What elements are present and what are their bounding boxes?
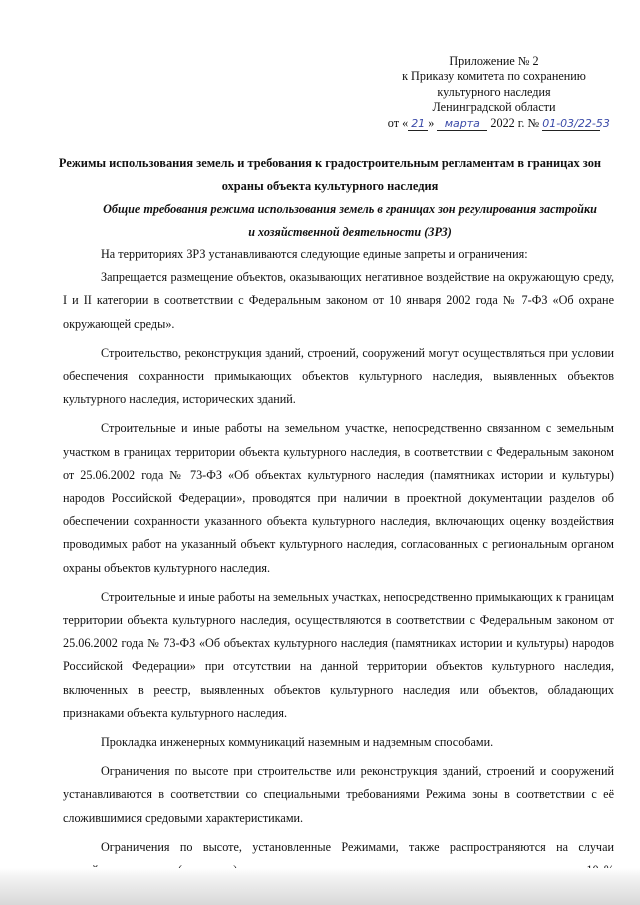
paragraph: Запрещается размещение объектов, оказывающих негативное воздействие на окружающую среду, I и II категории в соответствии с Федеральным законом от 10 января 2002 года № 7-ФЗ «Об охране окружающей среды». (63, 270, 614, 331)
appendix-number: Приложение № 2 (449, 54, 539, 68)
scan-bottom-edge (0, 868, 640, 905)
doc-number-handwritten: 01-03/22-53 (542, 116, 610, 130)
document-body (63, 243, 614, 905)
paragraph: Строительство, реконструкция зданий, строений, сооружений могут осуществляться при условии обеспечения сохранности примыкающих объектов культурного наследия, выявленных объектов культурного наследия, исторических зданий. (63, 345, 614, 407)
date-prefix: от « (387, 115, 409, 130)
paragraph: Строительные и иные работы на земельных участках, непосредственно примыкающих к границам территории объекта культурного наследия, осуществляются в соответствии с Федеральным законом от 25.06.2002 года № 73-ФЗ «Об объектах культурного наследия (памятниках истории и культуры) народов Российской Федерации» при отсутствии на данной территории объектов культурного наследия, включенных в реестр, выявленных объектов культурного наследия или объектов, обладающих признаками объекта культурного наследия. (63, 589, 614, 720)
document-title: Режимы использования земель и требования к градостроительным регламентам в границах зон охраны объекта культурного наследия (58, 156, 602, 193)
appendix-date-line (384, 115, 610, 131)
appendix-heritage: культурного наследия (437, 84, 551, 99)
paragraph: Строительные и иные работы на земельном участке, непосредственно связанном с земельным участком в границах территории объекта культурного наследия, в соответствии с Федеральным законом от 25.06.2002 года № 73-ФЗ «Об объектах культурного наследия (памятниках истории и культуры) народов Российской Федерации», проводятся при наличии в проектной документации разделов об обеспечении сохранности указанного объекта культурного наследия, включающих оценку воздействия проводимых работ на указанный объект культурного наследия, согласованных с региональным органом охраны объектов культурного наследия. (63, 421, 614, 575)
appendix-header (384, 54, 610, 131)
date-month-handwritten: марта (437, 118, 487, 131)
appendix-region: Ленинградской области (432, 100, 556, 115)
paragraph: Ограничения по высоте, установленные Режимами, также распространяются на случаи (101, 839, 614, 854)
date-day-handwritten: 21 (408, 118, 428, 131)
paragraph: Прокладка инженерных коммуникаций наземным и надземным способами. (101, 735, 494, 750)
paragraph: На территориях ЗРЗ устанавливаются следующие единые запреты и ограничения: (101, 247, 528, 261)
date-year: 2022 г. № (490, 115, 540, 130)
appendix-order-ref: к Приказу комитета по сохранению (402, 69, 586, 84)
paragraph: Ограничения по высоте при строительстве или реконструкция зданий, строений и сооружений устанавливаются в соответствии со специальными требованиями Режима зоны в соответствии с её сложившимися средовыми характеристиками. (63, 764, 614, 825)
document-subtitle: Общие требования режима использования земель в границах зон регулирования застройки и хозяйственной деятельности (ЗРЗ) (103, 202, 597, 239)
date-mid: » (428, 115, 435, 130)
